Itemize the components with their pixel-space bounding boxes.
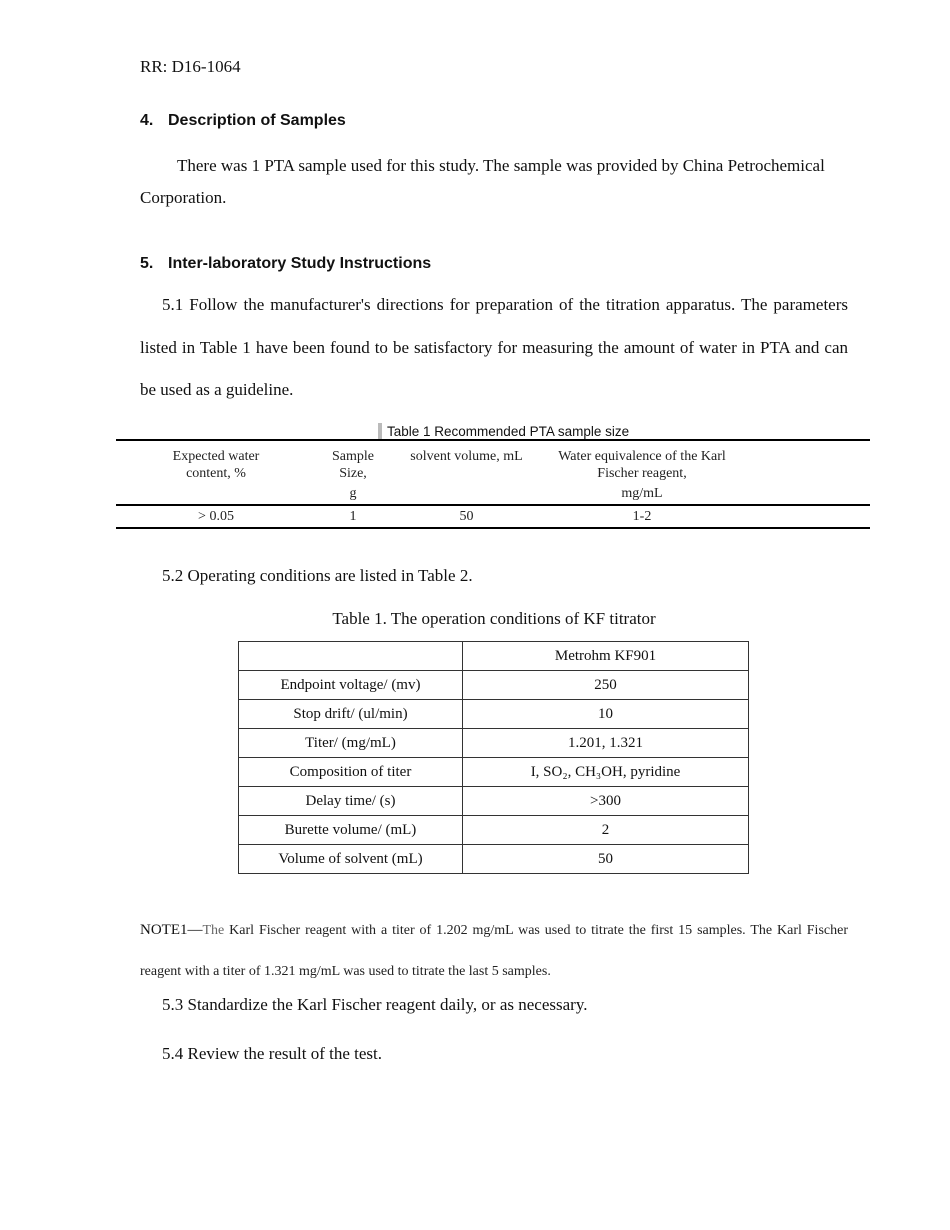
table-row-label: Stop drift/ (ul/min) — [239, 700, 463, 729]
table-row — [239, 816, 749, 845]
table-1-cell-water-equivalence: 1-2 — [632, 509, 652, 524]
table-row-label: Composition of titer — [239, 758, 463, 787]
note-text: Karl Fischer reagent with a titer of 1.202 mg/mL was used to titrate the first 15 samples. The Karl Fischer reagent with a titer of 1.321 mg/mL was used to titrate the last 5 samples. — [140, 923, 848, 979]
section-4-number: 4. — [140, 112, 154, 129]
table-row-value: 1.201, 1.321 — [463, 729, 749, 758]
table-row — [239, 845, 749, 874]
table-1-top-rule — [116, 439, 870, 441]
table-1-header-sample-size — [318, 448, 388, 502]
table-row-label: Endpoint voltage/ (mv) — [239, 671, 463, 700]
table-row-value: 50 — [463, 845, 749, 874]
section-4-heading — [140, 112, 346, 130]
paragraph-5-1: 5.1 Follow the manufacturer's directions for preparation of the titration apparatus. The parameters listed in Table 1 have been found to be satisfactory for measuring the amount of water in PTA and can be used as a guideline. — [140, 295, 848, 399]
table-row — [239, 700, 749, 729]
table-row — [239, 787, 749, 816]
paragraph-5-3: 5.3 Standardize the Karl Fischer reagent daily, or as necessary. — [162, 995, 588, 1014]
table-row-value: I, SO₂, CH₃OH, pyridine — [463, 758, 749, 787]
section-4-title: Description of Samples — [168, 112, 346, 129]
table-row-value: 250 — [463, 671, 749, 700]
table-1-cell-solvent-volume: 50 — [459, 509, 474, 524]
table-1-header-water-content: Expected water content, % — [172, 449, 260, 481]
table-row-label: Burette volume/ (mL) — [239, 816, 463, 845]
paragraph-5-2: 5.2 Operating conditions are listed in Table 2. — [162, 566, 473, 585]
table-1-header-solvent-volume: solvent volume, mL — [410, 449, 523, 464]
operating-conditions-table — [238, 641, 749, 874]
section-4-paragraph: There was 1 PTA sample used for this study. The sample was provided by China Petrochemical Corporation. — [140, 156, 825, 207]
table-row — [239, 729, 749, 758]
note-1 — [140, 910, 848, 992]
section-5-heading — [140, 255, 431, 273]
table-row-label: Titer/ (mg/mL) — [239, 729, 463, 758]
table-cell-empty — [239, 642, 463, 671]
table-2-caption: Table 1. The operation conditions of KF titrator — [332, 609, 656, 628]
table-row-label: Delay time/ (s) — [239, 787, 463, 816]
table-1-header-water-equivalence — [542, 448, 742, 502]
note-word-the: The — [202, 923, 225, 938]
table-row-value: >300 — [463, 787, 749, 816]
table-row — [239, 671, 749, 700]
table-row-value: 10 — [463, 700, 749, 729]
table-1-header-water-equivalence-unit: mg/mL — [621, 486, 663, 501]
table-row — [239, 758, 749, 787]
table-1-header-sample-size-label: Sample Size, — [332, 449, 374, 481]
table-1-header-water-equivalence-label: Water equivalence of the Karl Fischer reagent, — [558, 449, 726, 481]
note-label: NOTE1— — [140, 922, 203, 938]
section-5-title: Inter-laboratory Study Instructions — [168, 255, 432, 272]
table-1-header-sample-size-unit: g — [349, 486, 357, 501]
table-row-label: Volume of solvent (mL) — [239, 845, 463, 874]
table-row — [239, 642, 749, 671]
table-1-bottom-rule — [116, 527, 870, 529]
table-1-mid-rule — [116, 504, 870, 506]
paragraph-5-4: 5.4 Review the result of the test. — [162, 1044, 383, 1063]
report-id: RR: D16-1064 — [140, 57, 241, 76]
table-1-caption: Table 1 Recommended PTA sample size — [378, 423, 629, 440]
section-5-number: 5. — [140, 255, 154, 272]
table-row-value: 2 — [463, 816, 749, 845]
table-column-header: Metrohm KF901 — [463, 642, 749, 671]
table-1-cell-water-content: > 0.05 — [198, 509, 234, 524]
table-1-cell-sample-size: 1 — [349, 509, 357, 524]
